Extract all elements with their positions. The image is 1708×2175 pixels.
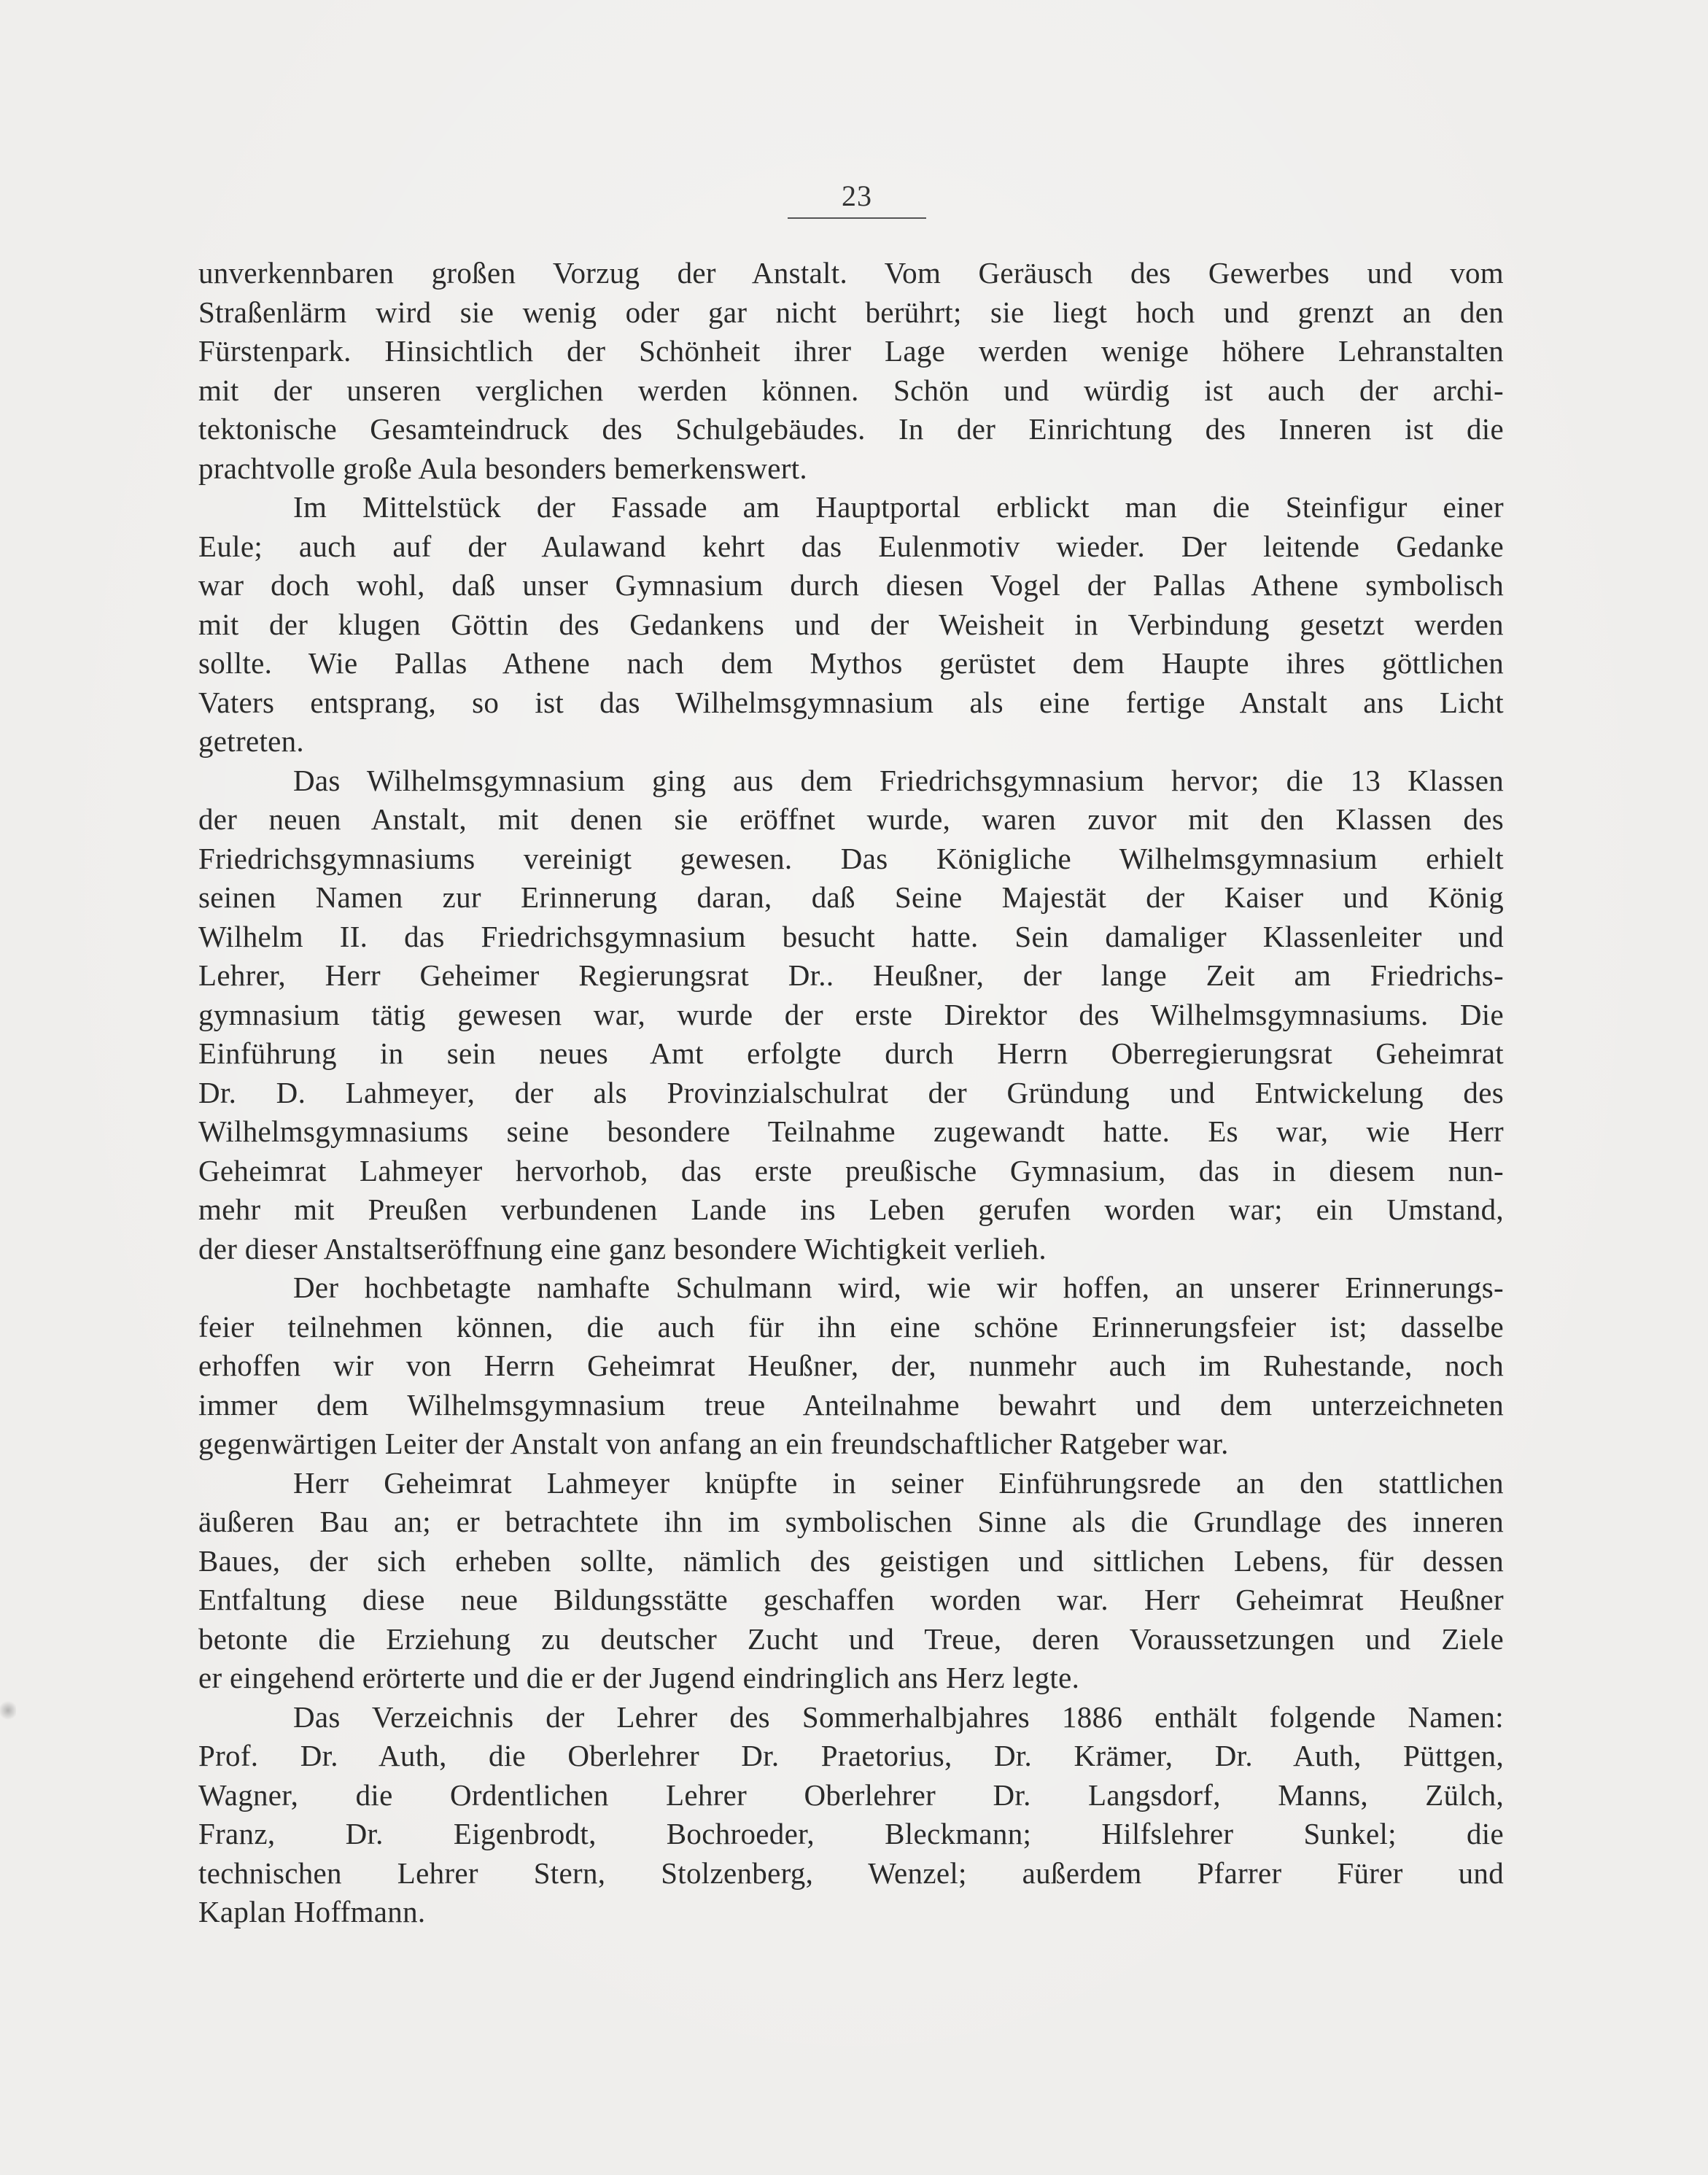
text-line: Der hochbetagte namhafte Schulmann wird, wie wir hoffen, an unserer Erinnerungs- <box>293 1271 1504 1304</box>
text-line: seinen Namen zur Erinnerung daran, daß Seine Majestät der Kaiser und König <box>198 880 1504 914</box>
text-line: Baues, der sich erheben sollte, nämlich des geistigen und sittlichen Lebens, für dessen <box>198 1543 1504 1578</box>
text-line: gymnasium tätig gewesen war, wurde der erste Direktor des Wilhelmsgymnasiums. Die <box>198 997 1504 1031</box>
page-number: 23 <box>842 179 872 212</box>
text-line: Geheimrat Lahmeyer hervorhob, das erste preußische Gymnasium, das in diesem nun- <box>198 1153 1504 1187</box>
text-line: getreten. <box>198 724 304 758</box>
text-line: tektonische Gesamteindruck des Schulgebäudes. In der Einrichtung des Inneren ist die <box>198 412 1504 446</box>
text-line: betonte die Erziehung zu deutscher Zucht und Treue, deren Voraussetzungen und Ziele <box>198 1621 1504 1656</box>
text-line: Einführung in sein neues Amt erfolgte durch Herrn Oberregierungsrat Geheimrat <box>198 1036 1504 1070</box>
text-line: sollte. Wie Pallas Athene nach dem Mythos gerüstet dem Haupte ihres göttlichen <box>198 646 1504 680</box>
text-line: Wagner, die Ordentlichen Lehrer Oberlehrer Dr. Langsdorf, Manns, Zülch, <box>198 1777 1504 1812</box>
text-line: Prof. Dr. Auth, die Oberlehrer Dr. Praetorius, Dr. Krämer, Dr. Auth, Püttgen, <box>198 1739 1504 1772</box>
text-line: war doch wohl, daß unser Gymnasium durch diesen Vogel der Pallas Athene symbolisch <box>198 568 1504 602</box>
text-line: Das Wilhelmsgymnasium ging aus dem Friedrichsgymnasium hervor; die 13 Klassen <box>293 763 1504 797</box>
text-line: Franz, Dr. Eigenbrodt, Bochroeder, Bleckmann; Hilfslehrer Sunkel; die <box>198 1817 1504 1850</box>
text-line: immer dem Wilhelmsgymnasium treue Anteilnahme bewahrt und dem unterzeichneten <box>198 1387 1504 1422</box>
text-line: Entfaltung diese neue Bildungsstätte geschaffen worden war. Herr Geheimrat Heußner <box>198 1583 1504 1616</box>
text-line: Das Verzeichnis der Lehrer des Sommerhalbjahres 1886 enthält folgende Namen: <box>293 1699 1504 1734</box>
text-line: Vaters entsprang, so ist das Wilhelmsgymnasium als eine fertige Anstalt ans Licht <box>198 685 1504 719</box>
paragraph-owl <box>198 488 1504 761</box>
margin-mark <box>0 1699 16 1721</box>
text-line: Lehrer, Herr Geheimer Regierungsrat Dr.. Heußner, der lange Zeit am Friedrichs- <box>198 958 1504 992</box>
text-line: mehr mit Preußen verbundenen Lande ins Leben gerufen worden war; ein Umstand, <box>198 1193 1504 1226</box>
paragraph-teachers <box>198 1698 1504 1932</box>
paragraph-location <box>198 254 1504 488</box>
text-line: technischen Lehrer Stern, Stolzenberg, Wenzel; außerdem Pfarrer Fürer und <box>198 1856 1504 1890</box>
text-line: äußeren Bau an; er betrachtete ihn im symbolischen Sinne als die Grundlage des inneren <box>198 1505 1504 1538</box>
text-line: Straßenlärm wird sie wenig oder gar nicht berührt; sie liegt hoch und grenzt an den <box>198 295 1504 329</box>
page-number-rule <box>788 217 926 219</box>
text-line: der neuen Anstalt, mit denen sie eröffnet wurde, waren zuvor mit den Klassen des <box>198 802 1504 836</box>
text-line: gegenwärtigen Leiter der Anstalt von anfang an ein freundschaftlicher Ratgeber war. <box>198 1427 1229 1460</box>
text-line: mit der klugen Göttin des Gedankens und der Weisheit in Verbindung gesetzt werden <box>198 607 1504 641</box>
text-line: feier teilnehmen können, die auch für ihn eine schöne Erinnerungsfeier ist; dasselbe <box>198 1309 1504 1344</box>
text-line: er eingehend erörterte und die er der Jugend eindringlich ans Herz legte. <box>198 1661 1080 1694</box>
body-text <box>198 254 1504 1932</box>
text-line: Kaplan Hoffmann. <box>198 1895 426 1928</box>
text-line: Wilhelm II. das Friedrichsgymnasium besucht hatte. Sein damaliger Klassenleiter und <box>198 919 1504 953</box>
text-line: Im Mittelstück der Fassade am Hauptportal erblickt man die Steinfigur einer <box>293 490 1504 524</box>
text-line: Eule; auch auf der Aulawand kehrt das Eulenmotiv wieder. Der leitende Gedanke <box>198 529 1504 563</box>
text-line: prachtvolle große Aula besonders bemerkenswert. <box>198 451 807 485</box>
text-line: Fürstenpark. Hinsichtlich der Schönheit ihrer Lage werden wenige höhere Lehranstalten <box>198 334 1504 368</box>
text-line: Friedrichsgymnasiums vereinigt gewesen. Das Königliche Wilhelmsgymnasium erhielt <box>198 841 1504 875</box>
paragraph-celebration <box>198 1268 1504 1464</box>
text-line: Herr Geheimrat Lahmeyer knüpfte in seiner Einführungsrede an den stattlichen <box>293 1465 1504 1500</box>
text-line: Wilhelmsgymnasiums seine besondere Teilnahme zugewandt hatte. Es war, wie Herr <box>198 1114 1504 1148</box>
paragraph-speech <box>198 1464 1504 1698</box>
text-line: erhoffen wir von Herrn Geheimrat Heußner, der, nunmehr auch im Ruhestande, noch <box>198 1349 1504 1382</box>
paragraph-history <box>198 761 1504 1269</box>
text-line: mit der unseren verglichen werden können. Schön und würdig ist auch der archi- <box>198 373 1504 407</box>
text-line: Dr. D. Lahmeyer, der als Provinzialschulrat der Gründung und Entwickelung des <box>198 1075 1504 1109</box>
text-line: der dieser Anstaltseröffnung eine ganz besondere Wichtigkeit verlieh. <box>198 1231 1047 1265</box>
text-line: unverkennbaren großen Vorzug der Anstalt. Vom Geräusch des Gewerbes und vom <box>198 256 1504 290</box>
